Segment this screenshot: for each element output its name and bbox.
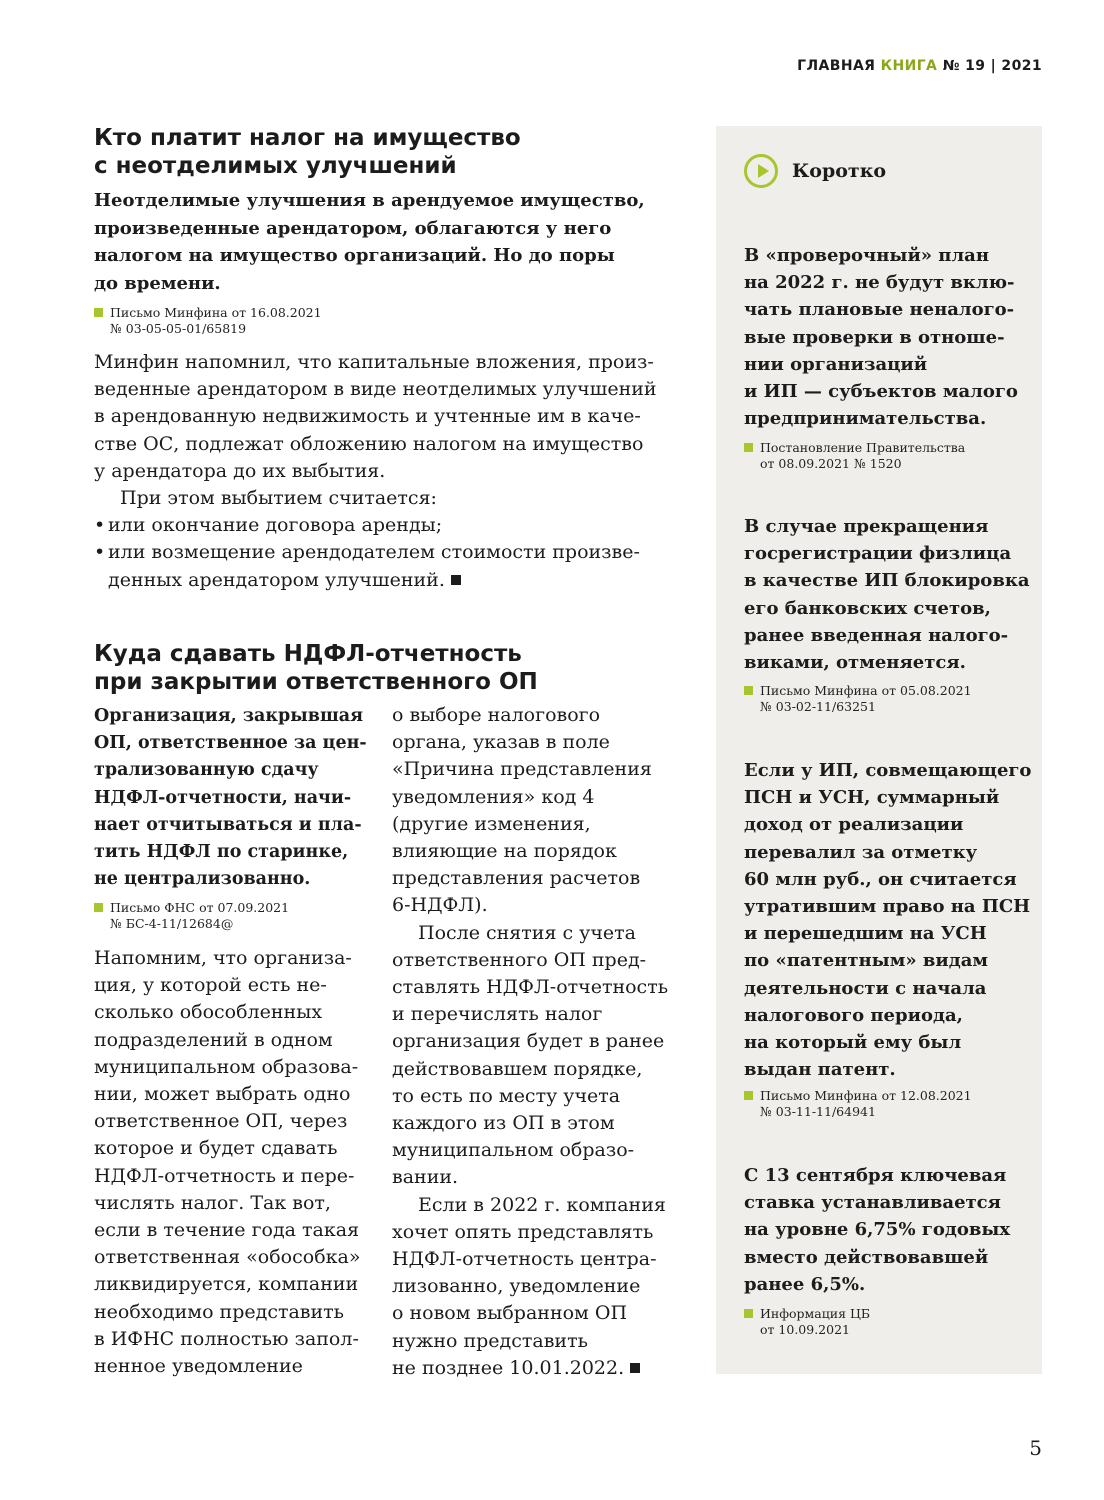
article1-body (94, 349, 674, 594)
news-line: деятельности с начала (744, 977, 987, 999)
body-line: хочет опять представлять (392, 1220, 654, 1243)
sidebar-news-source (744, 1088, 972, 1120)
source-line: Письмо Минфина от 05.08.2021 (760, 683, 972, 698)
body-line: Напомним, что организа- (94, 947, 352, 969)
news-line: и ИП — субъектов малого (744, 381, 1018, 403)
body-line: то есть по месту учета (392, 1084, 621, 1107)
sidebar-header (744, 154, 886, 188)
body-line: вании. (392, 1166, 459, 1189)
lead-line: нает отчитываться и пла- (94, 814, 362, 835)
sidebar-news-source (744, 440, 965, 472)
body-line: После снятия с учета (418, 921, 636, 944)
body-line: ставлять НДФЛ-отчетность (392, 976, 669, 999)
body-line: представления расчетов (392, 867, 641, 890)
body-line: веденные арендатором в виде неотделимых улучшений (94, 378, 657, 401)
body-line: ненное уведомление (94, 1355, 303, 1378)
lead-line: не централизованно. (94, 869, 311, 890)
bullet-text: или возмещение арендодателем стоимости произве- (108, 541, 640, 564)
body-line: органа, указав в поле (392, 731, 610, 754)
lead-line: трализованную сдачу (94, 760, 319, 781)
news-line: чать плановые неналого- (744, 299, 1015, 321)
source-marker-icon (94, 308, 103, 317)
lead-line: налогом на имущество организаций. Но до поры (94, 245, 615, 266)
news-line: В «проверочный» план (744, 245, 990, 266)
article1-title-line1: Кто платит налог на имущество (94, 125, 521, 151)
end-mark-icon (630, 1363, 640, 1373)
news-line: и перешедшим на УСН (744, 923, 987, 945)
body-line: действовавшем порядке, (392, 1057, 643, 1080)
news-line: госрегистрации физлица (744, 543, 1012, 565)
news-line: утратившим право на ПСН (744, 896, 1031, 918)
body-line: каждого из ОП в этом (392, 1112, 615, 1135)
body-line: о новом выбранном ОП (392, 1302, 628, 1325)
body-line: НДФЛ-отчетность центра- (392, 1248, 657, 1271)
bullet-item (94, 539, 674, 566)
news-line: выдан патент. (744, 1059, 896, 1081)
brand-accent: КНИГА (880, 58, 938, 74)
body-line: необходимо представить (94, 1300, 345, 1323)
article1-title-line2: с неотделимых улучшений (94, 153, 457, 179)
article1-title (94, 124, 521, 180)
news-line: Если у ИП, совмещающего (744, 760, 1032, 781)
lead-line: до времени. (94, 272, 221, 294)
news-line: С 13 сентября ключевая (744, 1165, 1007, 1186)
article2-column1 (94, 945, 384, 1380)
body-line: нии, может выбрать одно (94, 1083, 351, 1106)
news-line: на уровне 6,75% годовых (744, 1219, 1011, 1241)
news-line: его банковских счетов, (744, 597, 991, 619)
body-line: нужно представить (392, 1329, 588, 1352)
body-text: не позднее 10.01.2022. (392, 1356, 625, 1379)
bullet-text: денных арендатором улучшений. (108, 568, 445, 591)
sidebar-news-item (744, 1162, 1034, 1298)
article1-source (94, 305, 322, 337)
news-line: нии организаций (744, 353, 928, 375)
news-line: ставка устанавливается (744, 1192, 1001, 1214)
source-line: от 08.09.2021 № 1520 (760, 456, 902, 471)
sidebar-title: Коротко (792, 160, 887, 182)
play-circle-icon (744, 154, 778, 188)
bullet-continuation (94, 567, 674, 594)
news-line: 60 млн руб., он считается (744, 868, 1017, 890)
source-line: Письмо Минфина от 16.08.2021 (110, 305, 322, 320)
brand-main: ГЛАВНАЯ (797, 58, 876, 74)
source-line: Информация ЦБ (760, 1306, 871, 1321)
body-line: Если в 2022 г. компания (418, 1193, 666, 1216)
sidebar-news-item (744, 757, 1034, 1083)
lead-line: Неотделимые улучшения в арендуемое имущество, (94, 190, 645, 211)
body-line-last (392, 1355, 692, 1382)
body-line: ответственное ОП, через (94, 1110, 348, 1133)
source-marker-icon (94, 903, 103, 912)
sidebar-news-item (744, 242, 1034, 432)
lead-line: тить НДФЛ по старинке, (94, 842, 349, 863)
news-line: на 2022 г. не будут вклю- (744, 272, 1015, 294)
body-line: организация будет в ранее (392, 1030, 665, 1053)
body-line: в арендованную недвижимость и учтенные им в каче- (94, 405, 641, 428)
lead-line: Организация, закрывшая (94, 706, 364, 726)
source-marker-icon (744, 443, 753, 452)
news-line: ранее введенная налого- (744, 624, 1009, 646)
news-line: доход от реализации (744, 814, 964, 836)
source-line: № БС-4-11/12684@ (110, 916, 234, 931)
news-line: В случае прекращения (744, 516, 989, 537)
news-line: предпринимательства. (744, 408, 987, 430)
news-line: вые проверки в отноше- (744, 326, 1005, 348)
article2-title-line2: при закрытии ответственного ОП (94, 669, 538, 695)
news-line: в качестве ИП блокировка (744, 570, 1030, 592)
body-line: «Причина представления (392, 758, 652, 781)
body-line: 6-НДФЛ). (392, 894, 488, 917)
source-line: № 03-11-11/64941 (760, 1104, 876, 1119)
issue-number: № 19 | 2021 (942, 58, 1042, 74)
body-line: которое и будет сдавать (94, 1137, 338, 1160)
news-line: виками, отменяется. (744, 652, 966, 674)
article1-lead (94, 187, 645, 297)
news-line: перевалил за отметку (744, 841, 978, 863)
article2-title (94, 640, 538, 696)
news-line: по «патентным» видам (744, 950, 988, 972)
news-line: налогового периода, (744, 1004, 963, 1026)
body-line: При этом выбытием считается: (120, 487, 437, 510)
sidebar-news-source (744, 683, 972, 715)
article2-title-line1: Куда сдавать НДФЛ-отчетность (94, 641, 522, 667)
lead-line: ОП, ответственное за цен- (94, 733, 367, 754)
source-marker-icon (744, 686, 753, 695)
source-marker-icon (744, 1091, 753, 1100)
body-line: муниципальном образо- (392, 1139, 635, 1162)
body-line: стве ОС, подлежат обложению налогом на имущество (94, 432, 644, 455)
source-line: № 03-02-11/63251 (760, 699, 876, 714)
body-line: (другие изменения, (392, 812, 591, 835)
body-line: ответственная «обособка» (94, 1246, 361, 1269)
body-line: Минфин напомнил, что капитальные вложения, произ- (94, 351, 654, 373)
article2-column2 (392, 702, 692, 1382)
article2-lead (94, 703, 384, 893)
body-line: и перечислять налог (392, 1003, 603, 1026)
news-line: ПСН и УСН, суммарный (744, 787, 1000, 809)
news-line: ранее 6,5%. (744, 1273, 866, 1295)
source-line: Письмо ФНС от 07.09.2021 (110, 900, 290, 915)
body-line: сколько обособленных (94, 1001, 323, 1024)
news-line: на который ему был (744, 1032, 962, 1054)
lead-line: произведенные арендатором, облагаются у него (94, 217, 612, 239)
body-line: если в течение года такая (94, 1219, 360, 1242)
body-line: НДФЛ-отчетность и пере- (94, 1164, 355, 1187)
bullet-item: • или окончание договора аренды; (94, 512, 674, 539)
source-line: Письмо Минфина от 12.08.2021 (760, 1088, 972, 1103)
body-line: муниципальном образова- (94, 1055, 359, 1078)
body-line: ответственного ОП пред- (392, 948, 647, 971)
source-line: от 10.09.2021 (760, 1322, 850, 1337)
source-line: № 03-05-05-01/65819 (110, 321, 247, 336)
end-mark-icon (451, 575, 461, 585)
sidebar-news-source (744, 1306, 870, 1338)
source-marker-icon (744, 1309, 753, 1318)
body-line: ликвидируется, компании (94, 1273, 359, 1296)
body-line: лизованно, уведомление (392, 1275, 641, 1298)
source-line: Постановление Правительства (760, 440, 966, 455)
body-line: числять налог. Так вот, (94, 1191, 331, 1214)
running-header (797, 58, 1042, 74)
body-line: ция, у которой есть не- (94, 974, 327, 997)
body-line: о выборе налогового (392, 704, 601, 726)
body-line: уведомления» код 4 (392, 785, 595, 808)
body-line: у арендатора до их выбытия. (94, 459, 386, 482)
sidebar-news-item (744, 513, 1034, 676)
body-line: в ИФНС полностью запол- (94, 1327, 359, 1350)
lead-line: НДФЛ-отчетности, начи- (94, 787, 352, 808)
news-sidebar (716, 126, 1042, 1374)
body-line: подразделений в одном (94, 1028, 333, 1051)
page-number: 5 (1029, 1436, 1042, 1460)
article2-source (94, 900, 289, 932)
body-line: влияющие на порядок (392, 840, 617, 863)
news-line: вместо действовавшей (744, 1246, 989, 1268)
